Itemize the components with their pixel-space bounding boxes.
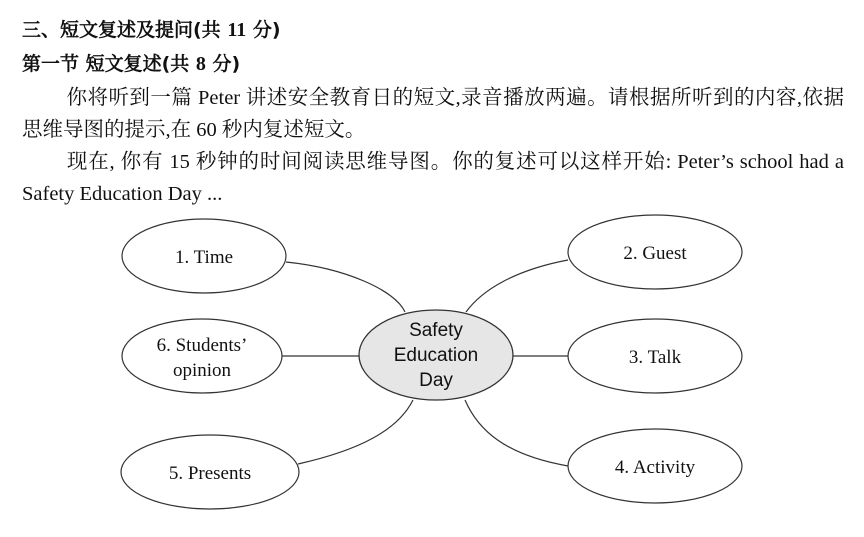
subsection-heading-prefix: 第一节 短文复述(共 — [22, 53, 196, 75]
node-opinion — [122, 319, 282, 393]
instruction-paragraph-2-text: 现在, 你有 15 秒钟的时间阅读思维导图。你的复述可以这样开始: Peter’s school had a Safety Education Day ... — [22, 151, 844, 205]
node-activity-label: 4. Activity — [614, 457, 696, 478]
section-heading-prefix: 三、短文复述及提问(共 — [22, 19, 228, 41]
center-label-line-1: Safety — [409, 320, 463, 341]
node-presents-label: 5. Presents — [168, 463, 252, 484]
section-heading-points: 11 — [227, 19, 247, 41]
center-node — [359, 310, 513, 400]
instruction-paragraph-1-text: 你将听到一篇 Peter 讲述安全教育日的短文,录音播放两遍。请根据所听到的内容,依据思维导图的提示,在 60 秒内复述短文。 — [22, 87, 844, 141]
connector-presents — [298, 400, 413, 464]
connector-time — [286, 262, 405, 312]
center-label-line-2: Education — [393, 345, 479, 366]
section-heading-suffix: 分) — [246, 19, 281, 41]
connector-activity — [465, 400, 568, 466]
center-label-line-3: Day — [419, 370, 453, 391]
node-time-label: 1. Time — [174, 247, 234, 268]
node-opinion-label-line-2: opinion — [172, 360, 232, 381]
subsection-heading-points: 8 — [195, 53, 206, 75]
connector-guest — [466, 260, 568, 312]
node-opinion-label-line-1: 6. Students’ — [156, 335, 248, 356]
node-guest-label: 2. Guest — [623, 243, 687, 264]
subsection-heading-suffix: 分) — [205, 53, 241, 75]
node-talk-label: 3. Talk — [628, 347, 682, 368]
